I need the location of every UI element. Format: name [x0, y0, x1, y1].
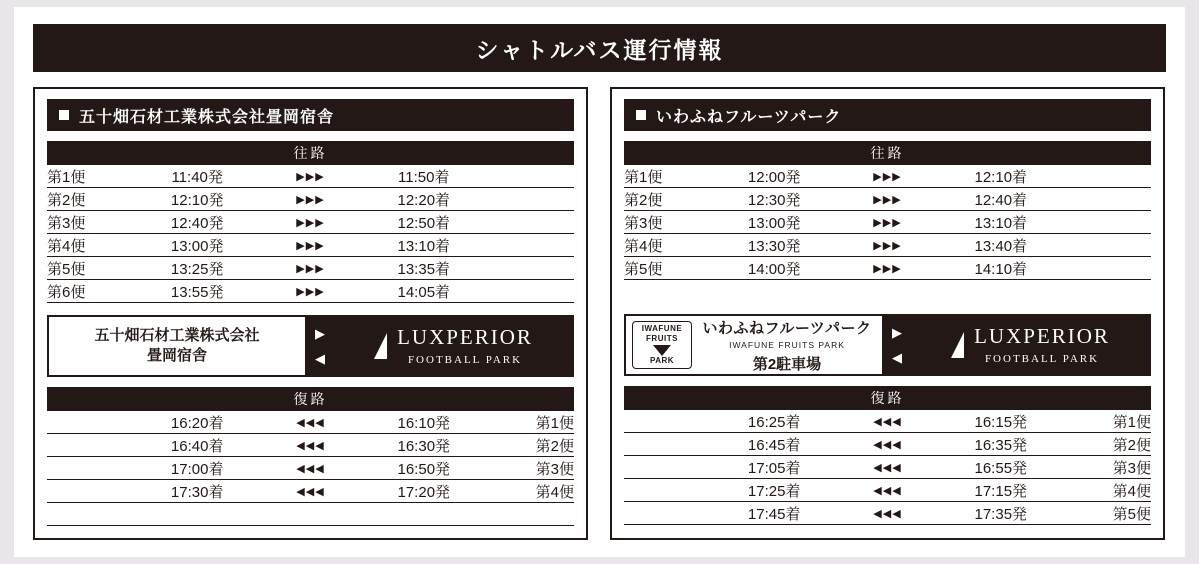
destination-name: LUXPERIOR [397, 324, 533, 349]
table-row [47, 480, 574, 503]
trip-tail [1077, 234, 1151, 257]
stop-box [47, 315, 307, 377]
arrow-right-icon: ▶▶▶ [851, 257, 925, 280]
arrow-right-icon: ▶▶▶ [274, 234, 348, 257]
trip-tail: 第1便 [1077, 410, 1151, 433]
depart-time: 11:40発 [121, 165, 274, 188]
arrow-left-icon: ◀◀◀ [851, 410, 925, 433]
arrow-left-icon: ◀◀◀ [851, 456, 925, 479]
depart-time: 16:35発 [924, 433, 1077, 456]
schedule-columns [33, 87, 1166, 540]
table-row [47, 457, 574, 480]
arrive-time: 13:10着 [347, 234, 500, 257]
trip-label: 第2便 [624, 188, 698, 211]
arrive-time: 17:45着 [698, 502, 851, 525]
arrive-time: 14:10着 [924, 257, 1077, 280]
table-row [47, 257, 574, 280]
trip-label [47, 411, 121, 434]
arrive-time: 16:20着 [121, 411, 274, 434]
schedule-column-ishizai [33, 87, 588, 540]
return-label: 復路 [624, 386, 1151, 410]
depart-time: 12:40発 [121, 211, 274, 234]
trip-tail: 第3便 [1077, 456, 1151, 479]
parking-lot-label: 第2駐車場 [752, 355, 822, 373]
table-row [624, 234, 1151, 257]
destination-box [333, 315, 574, 377]
trip-label [624, 456, 698, 479]
depart-time: 17:20発 [347, 480, 500, 503]
arrive-time: 17:25着 [698, 479, 851, 502]
trip-tail: 第4便 [1077, 479, 1151, 502]
trip-label: 第6便 [47, 280, 121, 303]
trip-label [624, 410, 698, 433]
depart-time: 17:35発 [924, 502, 1077, 525]
trip-label: 第3便 [624, 211, 698, 234]
trip-label: 第3便 [47, 211, 121, 234]
sail-logo-icon [374, 333, 387, 359]
trip-label [624, 502, 698, 525]
inbound-table [47, 411, 574, 526]
trip-label [624, 479, 698, 502]
arrive-time: 14:05着 [347, 280, 500, 303]
trip-label: 第1便 [47, 165, 121, 188]
arrow-right-icon: ▶▶▶ [851, 165, 925, 188]
arrive-time: 17:05着 [698, 456, 851, 479]
arrive-time: 12:10着 [924, 165, 1077, 188]
arrow-right-icon: ▶▶▶ [851, 188, 925, 211]
trip-tail [1077, 165, 1151, 188]
outbound-table [624, 165, 1151, 302]
depart-time: 13:00発 [121, 234, 274, 257]
arrive-time: 12:20着 [347, 188, 500, 211]
outbound-table [47, 165, 574, 303]
table-row [624, 433, 1151, 456]
arrow-right-icon: ▶▶▶ [851, 234, 925, 257]
arrow-right-icon: ▶▶▶ [274, 188, 348, 211]
return-label: 復路 [47, 387, 574, 411]
table-row [47, 188, 574, 211]
trip-tail: 第5便 [1077, 502, 1151, 525]
depart-time: 13:55発 [121, 280, 274, 303]
trip-tail: 第2便 [1077, 433, 1151, 456]
depart-time: 14:00発 [698, 257, 851, 280]
route-arrows [307, 315, 333, 377]
trip-tail [1077, 211, 1151, 234]
square-bullet-icon [636, 110, 646, 120]
destination-subtitle: FOOTBALL PARK [984, 352, 1100, 365]
arrow-left-icon: ◀◀◀ [274, 434, 348, 457]
arrive-time: 11:50着 [347, 165, 500, 188]
trip-label: 第4便 [624, 234, 698, 257]
table-row [47, 434, 574, 457]
arrive-time: 17:00着 [121, 457, 274, 480]
table-row [47, 165, 574, 188]
arrive-time: 12:50着 [347, 211, 500, 234]
inbound-table [624, 410, 1151, 525]
depart-time: 16:10発 [347, 411, 500, 434]
arrow-left-icon: ◀◀◀ [274, 411, 348, 434]
depart-time: 16:15発 [924, 410, 1077, 433]
arrive-time: 12:40着 [924, 188, 1077, 211]
column-heading [47, 99, 574, 131]
column-heading-text: 五十畑石材工業株式会社畳岡宿舎 [79, 108, 335, 126]
triangle-icon [653, 345, 671, 356]
destination-subtitle: FOOTBALL PARK [407, 353, 523, 366]
stop-name-line2: 畳岡宿舎 [146, 347, 207, 364]
iwafune-logo-icon: IWAFUNE FRUITS PARK [632, 321, 692, 369]
stop-name-line1: 五十畑石材工業株式会社 [94, 326, 260, 344]
stop-name-jp: いわふねフルーツパーク [702, 319, 872, 337]
arrow-right-icon: ▶▶▶ [274, 165, 348, 188]
table-row-empty [47, 503, 574, 526]
destination-name: LUXPERIOR [974, 323, 1110, 348]
depart-time: 13:30発 [698, 234, 851, 257]
depart-time: 16:55発 [924, 456, 1077, 479]
table-row [624, 257, 1151, 280]
trip-label [47, 457, 121, 480]
stop-name-en: IWAFUNE FRUITS PARK [729, 339, 845, 350]
arrow-left-icon: ◀◀◀ [851, 502, 925, 525]
depart-time: 16:30発 [347, 434, 500, 457]
trip-label: 第5便 [47, 257, 121, 280]
arrow-left-icon: ◀ [315, 350, 325, 366]
table-row [47, 411, 574, 434]
depart-time: 12:00発 [698, 165, 851, 188]
depart-time: 12:30発 [698, 188, 851, 211]
outbound-label: 往路 [47, 141, 574, 165]
trip-tail: 第3便 [500, 457, 574, 480]
table-row-empty [624, 280, 1151, 303]
schedule-column-iwafune [610, 87, 1165, 540]
route-diagram [47, 315, 574, 377]
arrive-time: 13:40着 [924, 234, 1077, 257]
table-row [624, 165, 1151, 188]
table-row [47, 234, 574, 257]
depart-time: 16:50発 [347, 457, 500, 480]
trip-label: 第4便 [47, 234, 121, 257]
trip-label: 第2便 [47, 188, 121, 211]
arrive-time: 17:30着 [121, 480, 274, 503]
trip-tail [500, 165, 574, 188]
destination-box [910, 314, 1151, 376]
trip-tail [500, 280, 574, 303]
arrive-time: 16:25着 [698, 410, 851, 433]
trip-label [47, 434, 121, 457]
outbound-label: 往路 [624, 141, 1151, 165]
table-row [624, 479, 1151, 502]
square-bullet-icon [59, 110, 69, 120]
arrive-time: 13:10着 [924, 211, 1077, 234]
arrow-right-icon: ▶ [892, 324, 902, 340]
trip-tail [500, 234, 574, 257]
trip-tail: 第2便 [500, 434, 574, 457]
arrow-right-icon: ▶▶▶ [274, 280, 348, 303]
column-heading [624, 99, 1151, 131]
trip-tail [500, 188, 574, 211]
route-diagram [624, 314, 1151, 376]
arrow-left-icon: ◀◀◀ [851, 479, 925, 502]
trip-tail [1077, 257, 1151, 280]
arrow-right-icon: ▶▶▶ [274, 257, 348, 280]
trip-label [47, 480, 121, 503]
trip-tail: 第4便 [500, 480, 574, 503]
trip-tail: 第1便 [500, 411, 574, 434]
table-row [47, 211, 574, 234]
arrow-left-icon: ◀◀◀ [274, 480, 348, 503]
table-row [624, 456, 1151, 479]
table-row [47, 280, 574, 303]
trip-tail [500, 211, 574, 234]
route-arrows [884, 314, 910, 376]
arrow-right-icon: ▶ [315, 325, 325, 341]
arrow-left-icon: ◀ [892, 349, 902, 365]
trip-label: 第5便 [624, 257, 698, 280]
table-row [624, 188, 1151, 211]
trip-tail [1077, 188, 1151, 211]
trip-label [624, 433, 698, 456]
page-title-text: シャトルバス運行情報 [475, 36, 724, 63]
column-heading-text: いわふねフルーツパーク [656, 108, 842, 126]
table-row [624, 211, 1151, 234]
stop-box [624, 314, 884, 376]
table-row [624, 502, 1151, 525]
arrive-time: 16:45着 [698, 433, 851, 456]
trip-label: 第1便 [624, 165, 698, 188]
page-title [33, 24, 1166, 72]
depart-time: 12:10発 [121, 188, 274, 211]
arrow-left-icon: ◀◀◀ [274, 457, 348, 480]
depart-time: 13:00発 [698, 211, 851, 234]
arrow-left-icon: ◀◀◀ [851, 433, 925, 456]
sail-logo-icon [951, 332, 964, 358]
table-row [624, 410, 1151, 433]
arrive-time: 16:40着 [121, 434, 274, 457]
trip-tail [500, 257, 574, 280]
poster-page [14, 7, 1185, 557]
depart-time: 17:15発 [924, 479, 1077, 502]
arrow-right-icon: ▶▶▶ [851, 211, 925, 234]
arrow-right-icon: ▶▶▶ [274, 211, 348, 234]
depart-time: 13:25発 [121, 257, 274, 280]
arrive-time: 13:35着 [347, 257, 500, 280]
